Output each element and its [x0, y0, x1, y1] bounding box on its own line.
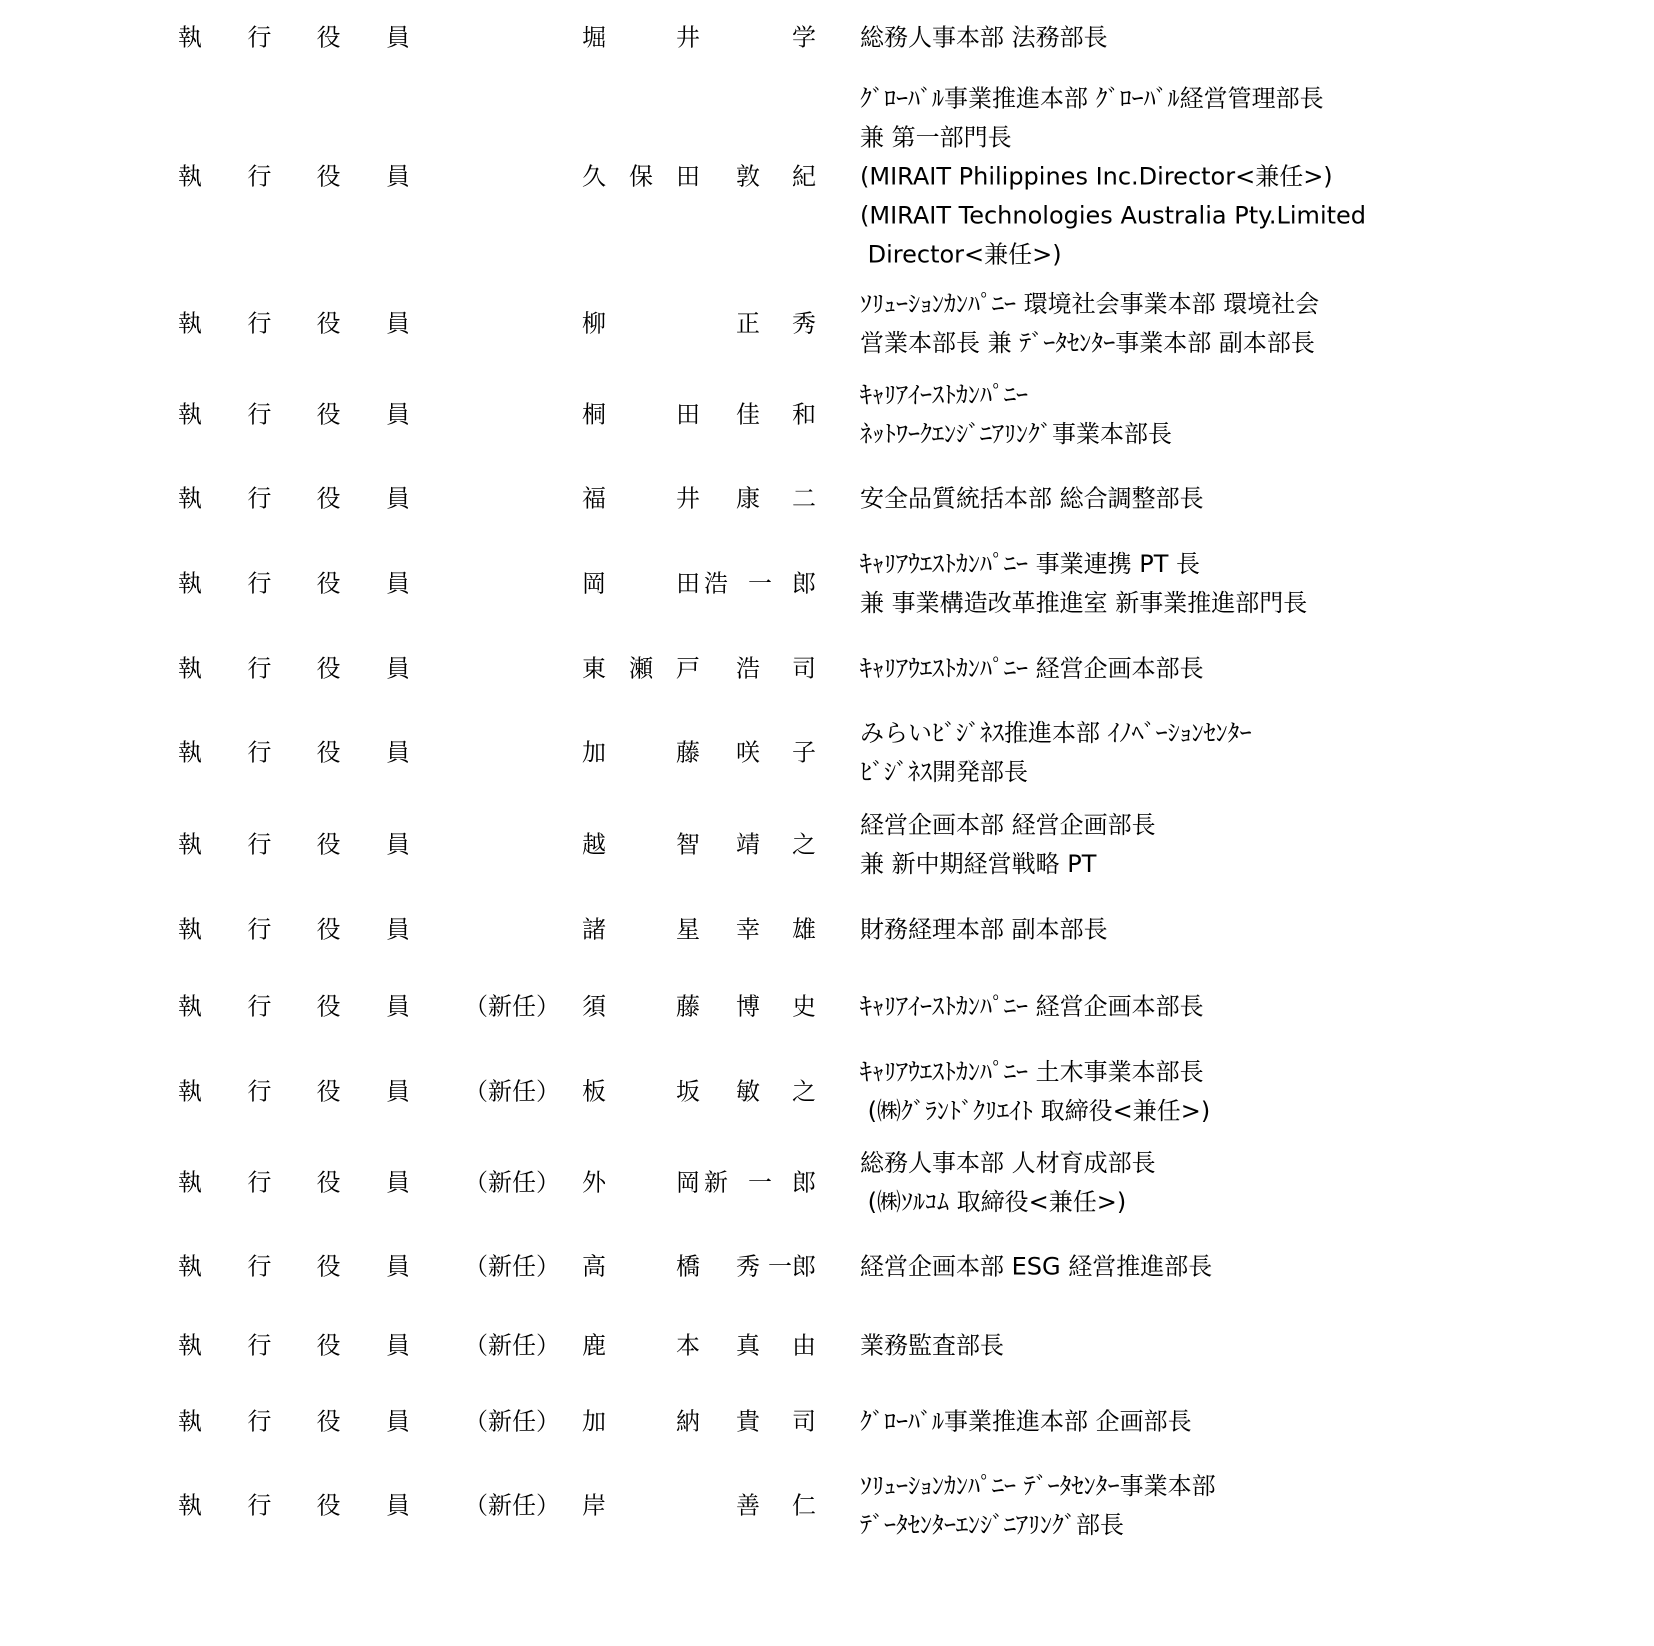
officer-name-char: 田	[676, 162, 700, 191]
officer-row	[0, 1138, 1654, 1228]
officer-name	[582, 19, 816, 58]
officer-title-char: 執	[178, 1491, 202, 1520]
officer-role	[860, 1053, 1620, 1131]
officer-given-name	[736, 158, 816, 197]
officer-title-char: 員	[385, 1168, 410, 1197]
officer-role	[860, 714, 1620, 792]
officer-name-char: 一	[748, 1168, 772, 1197]
officer-title-char: 行	[247, 569, 272, 598]
officer-surname	[582, 988, 700, 1027]
officer-role	[860, 376, 1620, 454]
officer-title-char: 役	[316, 400, 341, 429]
officer-title-char: 員	[385, 915, 410, 944]
officer-name-char: 井	[676, 484, 700, 513]
officer-given-name	[736, 19, 816, 58]
officer-given-name	[704, 565, 816, 604]
officer-title-char: 執	[178, 1407, 202, 1436]
officer-role-line: ｿﾘｭｰｼｮﾝｶﾝﾊﾟﾆｰ ﾃﾞｰﾀｾﾝﾀｰ事業本部	[860, 1472, 1216, 1500]
officer-name-char: 紀	[792, 162, 816, 191]
officer-title-char: 員	[385, 992, 410, 1021]
officer-row	[0, 3, 1654, 73]
officer-role-line: ｷｬﾘｱｲｰｽﾄｶﾝﾊﾟﾆｰ	[860, 381, 1028, 409]
officer-title	[178, 480, 410, 519]
officer-role	[860, 1403, 1620, 1442]
officer-role	[860, 80, 1620, 275]
officer-role-line: ｸﾞﾛｰﾊﾞﾙ事業推進本部 企画部長	[860, 1407, 1192, 1436]
officer-role	[860, 650, 1620, 689]
officer-surname	[582, 396, 700, 435]
officer-row	[0, 1387, 1654, 1457]
officer-title-char: 執	[178, 1331, 202, 1360]
officer-name-char: 岡	[582, 569, 606, 598]
officer-title-char: 役	[316, 830, 341, 859]
officer-role-line: 安全品質統括本部 総合調整部長	[860, 484, 1204, 513]
officer-name	[582, 1164, 816, 1203]
officer-role-line: 総務人事本部 法務部長	[860, 23, 1108, 52]
officer-name-char: 坂	[676, 1077, 700, 1106]
officer-row	[0, 1047, 1654, 1137]
officer-title-char: 役	[316, 738, 341, 767]
officer-title	[178, 988, 410, 1027]
officer-title-char: 員	[385, 569, 410, 598]
officer-role	[860, 480, 1620, 519]
officer-name-char: 仁	[792, 1491, 816, 1520]
officer-name-char: 博	[736, 992, 760, 1021]
officer-role-line: 経営企画本部 ESG 経営推進部長	[860, 1252, 1213, 1281]
officer-name-char: 納	[676, 1407, 700, 1436]
officer-role-line: 兼 第一部門長	[860, 123, 1012, 152]
officer-surname	[582, 1164, 700, 1203]
officer-title-char: 役	[316, 23, 341, 52]
officer-row	[0, 800, 1654, 890]
officer-role-line: ｷｬﾘｱｳｴｽﾄｶﾝﾊﾟﾆｰ 土木事業本部長	[860, 1058, 1204, 1086]
officer-role	[860, 1327, 1620, 1366]
officer-status: （新任）	[464, 1491, 560, 1520]
officer-title-char: 行	[247, 830, 272, 859]
officer-name-char: 瀬	[629, 654, 653, 683]
officer-name-char: 越	[582, 830, 606, 859]
officer-title-char: 執	[178, 400, 202, 429]
officer-surname	[582, 1487, 700, 1526]
officer-surname	[582, 1248, 700, 1287]
officer-role-line: (㈱ｸﾞﾗﾝﾄﾞｸﾘｴｲﾄ 取締役<兼任>)	[860, 1097, 1211, 1125]
officer-title	[178, 1403, 410, 1442]
officer-role-line: 財務経理本部 副本部長	[860, 915, 1108, 944]
officer-title-char: 行	[247, 1252, 272, 1281]
officer-name	[582, 1327, 816, 1366]
officer-title-char: 行	[247, 23, 272, 52]
officer-title-char: 役	[316, 1168, 341, 1197]
officer-role-line: ﾋﾞｼﾞﾈｽ開発部長	[860, 758, 1028, 786]
officer-title-char: 員	[385, 1407, 410, 1436]
officer-name-char: 学	[792, 23, 816, 52]
officer-name	[582, 480, 816, 519]
officer-title	[178, 305, 410, 344]
officer-role-line: ﾈｯﾄﾜｰｸｴﾝｼﾞﾆｱﾘﾝｸﾞ事業本部長	[860, 420, 1172, 448]
officer-name-char: 福	[582, 484, 606, 513]
officer-row	[0, 539, 1654, 629]
officer-given-name	[736, 826, 816, 865]
officer-row	[0, 370, 1654, 460]
officer-surname	[582, 1073, 700, 1112]
officer-status: （新任）	[464, 1168, 560, 1197]
officer-name-char: 浩	[704, 569, 728, 598]
officer-role-line: ｸﾞﾛｰﾊﾞﾙ事業推進本部 ｸﾞﾛｰﾊﾞﾙ経営管理部長	[860, 84, 1324, 113]
officer-name	[582, 650, 816, 689]
officer-surname	[582, 480, 700, 519]
officer-role	[860, 285, 1620, 363]
officer-name	[582, 158, 816, 197]
officer-name-char: 真	[736, 1331, 760, 1360]
officer-row	[0, 464, 1654, 534]
officer-name-char: 加	[582, 738, 606, 767]
officer-name	[582, 1248, 816, 1287]
officer-name-char: 郎	[792, 569, 816, 598]
officer-role-line: ｿﾘｭｰｼｮﾝｶﾝﾊﾟﾆｰ 環境社会事業本部 環境社会	[860, 290, 1320, 318]
officer-role	[860, 545, 1620, 623]
officer-title-char: 員	[385, 1491, 410, 1520]
officer-title-char: 員	[385, 1252, 410, 1281]
officer-row	[0, 634, 1654, 704]
officer-name	[582, 988, 816, 1027]
officer-role-line: ﾃﾞｰﾀｾﾝﾀｰｴﾝｼﾞﾆｱﾘﾝｸﾞ部長	[860, 1511, 1124, 1539]
officer-name-char: 一郎	[768, 1252, 816, 1281]
officer-surname	[582, 1327, 700, 1366]
officer-given-name	[736, 911, 816, 950]
officer-title-char: 執	[178, 992, 202, 1021]
officer-surname	[582, 650, 700, 689]
officer-given-name	[736, 1487, 816, 1526]
officer-role-line: (MIRAIT Technologies Australia Pty.Limited	[860, 201, 1367, 230]
officer-given-name	[736, 305, 816, 344]
officer-title	[178, 911, 410, 950]
officer-name-char: 史	[792, 992, 816, 1021]
officer-name-char: 星	[676, 915, 700, 944]
officer-title	[178, 19, 410, 58]
officer-title-char: 執	[178, 23, 202, 52]
officer-role-line: (MIRAIT Philippines Inc.Director<兼任>)	[860, 162, 1333, 191]
officer-title-char: 行	[247, 309, 272, 338]
officer-title-char: 役	[316, 1491, 341, 1520]
officer-name-char: 之	[792, 1077, 816, 1106]
officer-role	[860, 806, 1620, 884]
officer-row	[0, 708, 1654, 798]
officer-name-char: 外	[582, 1168, 606, 1197]
officer-given-name	[736, 1327, 816, 1366]
officer-name-char: 秀	[736, 1252, 760, 1281]
officer-name-char: 東	[582, 654, 606, 683]
officer-name-char: 田	[676, 400, 700, 429]
officer-name	[582, 1403, 816, 1442]
officer-surname	[582, 1403, 700, 1442]
officer-name	[582, 1487, 816, 1526]
officer-row	[0, 895, 1654, 965]
officer-role	[860, 911, 1620, 950]
officer-title-char: 員	[385, 162, 410, 191]
officer-title-char: 行	[247, 1168, 272, 1197]
officer-title-char: 員	[385, 830, 410, 859]
officer-title-char: 役	[316, 162, 341, 191]
officer-title-char: 員	[385, 654, 410, 683]
officer-name	[582, 826, 816, 865]
officer-name	[582, 734, 816, 773]
officer-name	[582, 911, 816, 950]
officer-name-char: 善	[736, 1491, 760, 1520]
officer-title-char: 員	[385, 1077, 410, 1106]
officer-surname	[582, 19, 700, 58]
officer-name-char: 高	[582, 1252, 606, 1281]
officer-name-char: 子	[792, 738, 816, 767]
officer-name-char: 靖	[736, 830, 760, 859]
officer-row	[0, 1461, 1654, 1551]
officer-role	[860, 19, 1620, 58]
officer-name-char: 久	[582, 162, 606, 191]
officer-title-char: 役	[316, 1331, 341, 1360]
officer-name-char: 岸	[582, 1491, 606, 1520]
officer-surname	[582, 158, 700, 197]
officer-title	[178, 734, 410, 773]
officer-title-char: 役	[316, 1407, 341, 1436]
officer-title-char: 執	[178, 1168, 202, 1197]
officer-name-char: 諸	[582, 915, 606, 944]
officer-status: （新任）	[464, 1077, 560, 1106]
officer-role-line: (㈱ｿﾙｺﾑ 取締役<兼任>)	[860, 1188, 1127, 1216]
officer-title-char: 行	[247, 738, 272, 767]
officer-name-char: 郎	[792, 1168, 816, 1197]
officer-title-char: 員	[385, 23, 410, 52]
officer-title-char: 行	[247, 992, 272, 1021]
officer-title-char: 執	[178, 569, 202, 598]
officer-name-char: 藤	[676, 992, 700, 1021]
officer-name-char: 戸	[676, 654, 700, 683]
officer-name-char: 佳	[736, 400, 760, 429]
officer-role-line: 総務人事本部 人材育成部長	[860, 1149, 1156, 1177]
officer-surname	[582, 565, 700, 604]
officer-role-line: 営業本部長 兼 ﾃﾞｰﾀｾﾝﾀｰ事業本部 副本部長	[860, 329, 1315, 357]
officer-given-name	[736, 650, 816, 689]
officer-status: （新任）	[464, 1252, 560, 1281]
officer-role	[860, 1248, 1620, 1287]
officer-title-char: 執	[178, 830, 202, 859]
officer-name-char: 藤	[676, 738, 700, 767]
officer-name	[582, 305, 816, 344]
officer-title-char: 役	[316, 1077, 341, 1106]
officer-title-char: 行	[247, 1331, 272, 1360]
officer-status: （新任）	[464, 1331, 560, 1360]
officer-title-char: 行	[247, 1077, 272, 1106]
officer-title	[178, 565, 410, 604]
officer-role-line: 兼 事業構造改革推進室 新事業推進部門長	[860, 589, 1308, 617]
officer-row	[0, 1311, 1654, 1381]
officer-name-char: 之	[792, 830, 816, 859]
officer-title-char: 役	[316, 1252, 341, 1281]
officer-status: （新任）	[464, 992, 560, 1021]
officer-name-char: 敏	[736, 1077, 760, 1106]
officer-title-char: 役	[316, 569, 341, 598]
officer-name-char: 和	[792, 400, 816, 429]
officer-name-char: 由	[792, 1331, 816, 1360]
officer-name-char: 一	[748, 569, 772, 598]
officer-name	[582, 565, 816, 604]
officer-name-char: 新	[704, 1168, 728, 1197]
officer-name-char: 須	[582, 992, 606, 1021]
officer-title	[178, 826, 410, 865]
officer-title-char: 行	[247, 484, 272, 513]
officer-name-char: 板	[582, 1077, 606, 1106]
officer-title-char: 行	[247, 162, 272, 191]
officer-title-char: 執	[178, 738, 202, 767]
officer-surname	[582, 911, 700, 950]
officer-title-char: 行	[247, 1491, 272, 1520]
officer-name-char: 正	[736, 309, 760, 338]
officer-title-char: 役	[316, 309, 341, 338]
officer-row	[0, 1232, 1654, 1302]
officer-status: （新任）	[464, 1407, 560, 1436]
officer-name-char: 堀	[582, 23, 606, 52]
officer-title-char: 役	[316, 992, 341, 1021]
officer-name-char: 保	[629, 162, 653, 191]
officer-name-char: 康	[736, 484, 760, 513]
officer-role	[860, 988, 1620, 1027]
officer-given-name	[736, 396, 816, 435]
officer-title-char: 役	[316, 484, 341, 513]
officer-name-char: 橋	[676, 1252, 700, 1281]
officer-title-char: 執	[178, 1252, 202, 1281]
officer-title-char: 執	[178, 162, 202, 191]
officer-role	[860, 1144, 1620, 1222]
officer-given-name	[736, 1403, 816, 1442]
officer-given-name	[736, 480, 816, 519]
officer-title-char: 執	[178, 654, 202, 683]
officer-title-char: 執	[178, 309, 202, 338]
officer-name-char: 秀	[792, 309, 816, 338]
officer-name-char: 雄	[792, 915, 816, 944]
officer-given-name	[736, 988, 816, 1027]
officer-given-name	[736, 1073, 816, 1112]
officer-title-char: 員	[385, 484, 410, 513]
officer-role-line: ｷｬﾘｱｲｰｽﾄｶﾝﾊﾟﾆｰ 経営企画本部長	[860, 992, 1204, 1021]
officer-role-line: 業務監査部長	[860, 1331, 1004, 1360]
officer-title-char: 執	[178, 484, 202, 513]
officer-name-char: 貴	[736, 1407, 760, 1436]
officer-given-name	[736, 734, 816, 773]
officer-row	[0, 972, 1654, 1042]
officer-role-line: ｷｬﾘｱｳｴｽﾄｶﾝﾊﾟﾆｰ 経営企画本部長	[860, 654, 1204, 683]
officer-title	[178, 1487, 410, 1526]
officer-role	[860, 1467, 1620, 1545]
officer-given-name	[704, 1164, 816, 1203]
officer-title	[178, 396, 410, 435]
officer-name-char: 幸	[736, 915, 760, 944]
officer-role-line: ｷｬﾘｱｳｴｽﾄｶﾝﾊﾟﾆｰ 事業連携 PT 長	[860, 550, 1201, 578]
officer-title	[178, 650, 410, 689]
officer-title-char: 行	[247, 915, 272, 944]
officer-role-line: Director<兼任>)	[860, 240, 1062, 269]
officer-name-char: 岡	[676, 1168, 700, 1197]
officer-role-line: みらいﾋﾞｼﾞﾈｽ推進本部 ｲﾉﾍﾞｰｼｮﾝｾﾝﾀｰ	[860, 719, 1252, 747]
officer-name-char: 浩	[736, 654, 760, 683]
officer-name-char: 鹿	[582, 1331, 606, 1360]
officer-title	[178, 1073, 410, 1112]
officer-row	[0, 72, 1654, 282]
officer-title-char: 員	[385, 400, 410, 429]
officer-name-char: 本	[676, 1331, 700, 1360]
officer-name-char: 井	[676, 23, 700, 52]
officer-name	[582, 396, 816, 435]
officer-title-char: 員	[385, 1331, 410, 1360]
officer-title-char: 行	[247, 654, 272, 683]
officer-name-char: 司	[792, 654, 816, 683]
officer-name	[582, 1073, 816, 1112]
officer-surname	[582, 826, 700, 865]
officer-name-char: 司	[792, 1407, 816, 1436]
officer-title	[178, 1327, 410, 1366]
officer-title-char: 執	[178, 915, 202, 944]
officer-given-name	[736, 1248, 816, 1287]
officer-title-char: 役	[316, 915, 341, 944]
officer-title	[178, 1164, 410, 1203]
officer-title-char: 行	[247, 1407, 272, 1436]
officer-title-char: 員	[385, 738, 410, 767]
officer-surname	[582, 734, 700, 773]
officer-title	[178, 1248, 410, 1287]
officer-title-char: 役	[316, 654, 341, 683]
officer-title-char: 執	[178, 1077, 202, 1106]
officer-name-char: 咲	[736, 738, 760, 767]
officer-name-char: 柳	[582, 309, 606, 338]
officer-title-char: 員	[385, 309, 410, 338]
officer-name-char: 田	[676, 569, 700, 598]
officer-role-line: 経営企画本部 経営企画部長	[860, 811, 1156, 839]
officer-name-char: 敦	[736, 162, 760, 191]
officer-name-char: 智	[676, 830, 700, 859]
officer-row	[0, 279, 1654, 369]
officer-title	[178, 158, 410, 197]
officer-title-char: 行	[247, 400, 272, 429]
officer-name-char: 二	[792, 484, 816, 513]
officer-name-char: 桐	[582, 400, 606, 429]
officer-surname	[582, 305, 700, 344]
officer-role-line: 兼 新中期経営戦略 PT	[860, 850, 1097, 878]
officer-name-char: 加	[582, 1407, 606, 1436]
